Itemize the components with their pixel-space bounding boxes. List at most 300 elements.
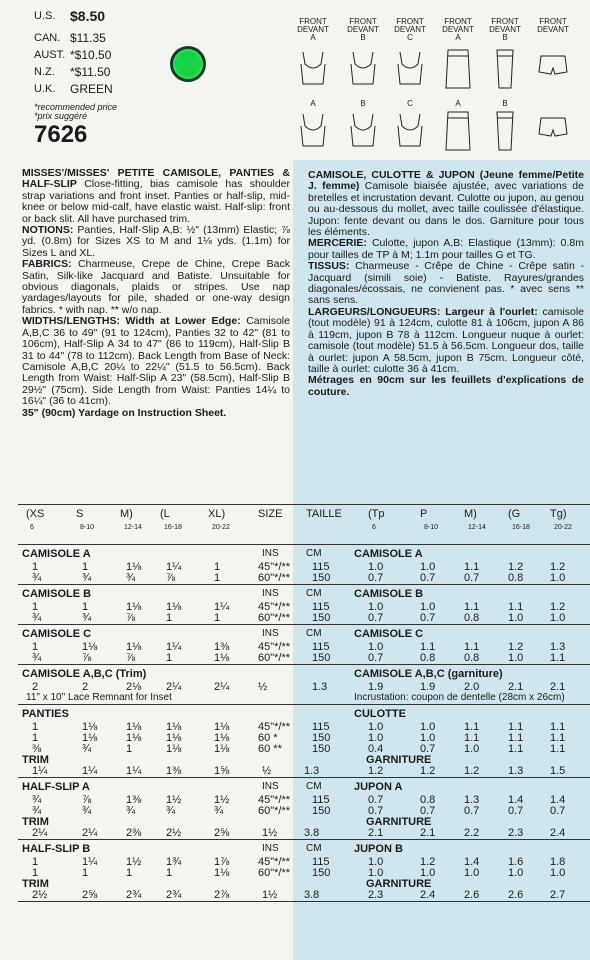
right-value: 0.7 [420,572,436,584]
left-value: ¾ [32,805,42,817]
left-value: 1⅛ [166,721,182,733]
trim-left-value: 2¾ [166,889,182,901]
trim-left-value: 1⅝ [214,765,230,777]
left-value: 2¼ [166,681,182,693]
right-value: 1.0 [508,652,524,664]
left-value: 1⅛ [82,641,98,653]
left-value: 1 [82,867,89,879]
right-value: 1.0 [508,612,524,624]
trim-right-value: 2.3 [368,889,384,901]
right-value: 1.1 [550,743,566,755]
left-value: 1 [166,652,173,664]
left-value: 1½ [126,856,142,868]
trim-ins: 1½ [262,827,278,839]
right-value: 2.1 [508,681,524,693]
right-value: 1.9 [420,681,436,693]
trim-right-value: 2.1 [420,827,436,839]
view-label-line: FRONT [396,17,424,26]
right-value: 1.1 [464,641,480,653]
right-value: 1.0 [464,743,480,755]
trim-right-value: 1.2 [420,765,436,777]
trim-cm: 3.8 [304,827,320,839]
paragraph-body: Panties, Half-Slip A,B: ½" (13mm) Elastic; ⅞ yd. (0.8m) for Sizes XS to M and 1⅛ yds. (1.1m) for Sizes L and XL. [22,224,290,259]
taille-label: TAILLE [306,508,342,520]
left-value: 1⅜ [214,641,230,653]
left-value: ¾ [166,805,176,817]
section-title-fr: CAMISOLE B [354,588,424,600]
price-label: AUST. [34,49,66,61]
right-value: 1.8 [550,856,566,868]
right-value: 0.7 [464,805,480,817]
cm-value: 115 [312,601,330,613]
left-value: 1⅛ [214,721,230,733]
taille-subheader: 6 [372,524,376,531]
section-rule [18,901,590,902]
left-value: 1⅛ [82,732,98,744]
paragraph-body: Camisole A,B,C 36 to 49" (91 to 124cm), Panties 32 to 42" (81 to 106cm), Half-Slip A 34 to 47" (86 to 119cm), Half-Slip B 31 to 44" (78 to 112cm). Back Length from Base of Neck: Camisole A,B,C 20¼ to 22¼" (51.5 to 56.5cm). Back Length from Waist: Half-Slip A 23" (58.5cm), Half-Slip B 29½" (75cm). Side Length from Waist: Panties 14¼ to 16¼" (36 to 41cm). [22,315,290,408]
right-value: 0.7 [420,805,436,817]
view-back-label: B [360,99,366,108]
view-label-line: A [310,33,316,42]
paragraph [22,316,290,407]
section-title-fr: CAMISOLE A,B,C (garniture) [354,668,503,680]
ins-value: 60"*/** [258,805,291,817]
garment-front-sketch [293,48,333,90]
view-label-line: DEVANT [442,25,474,34]
right-value: 0.7 [420,743,436,755]
cm-value: 150 [312,732,331,744]
paragraph [22,259,290,316]
taille-subheader: 16-18 [512,524,530,531]
english-description [22,168,290,419]
trim-left-value: 2¼ [82,827,98,839]
left-value: 1⅛ [214,652,230,664]
price-row [34,30,113,46]
view-label [482,18,528,42]
section-rule [18,704,590,705]
garment-back-sketch [438,110,478,152]
cm-value: 150 [312,743,331,755]
trim-label-en: TRIM [22,816,49,828]
left-value: 1 [32,561,39,573]
cm-label: CM [306,548,322,559]
paragraph-heading: CAMISOLE, CULOTTE & JUPON (Jeune femme/Petite J. femme) [308,169,584,193]
garment-front-sketch [343,48,383,90]
view-label-line: DEVANT [394,25,426,34]
size-subheader: 6 [30,524,34,531]
right-value: 1.9 [368,681,384,693]
left-value: 1⅜ [126,794,142,806]
right-value: 1.0 [508,867,524,879]
section-title-en: PANTIES [22,708,69,720]
paragraph [308,375,584,398]
left-value: ¾ [82,743,92,755]
right-value: 1.1 [550,721,566,733]
cm-label: CM [306,843,322,854]
view-back-label: C [407,99,413,108]
paragraph-body: Charmeuse - Crêpe de Chine - Crêpe satin - Jacquard (simili soie) - Batiste. Rayures/grandes diagonales/écossais, ne convienent pas. * avec sens ** sans sens. [308,260,584,307]
view-label-line: DEVANT [297,25,329,34]
view-label [340,18,386,42]
left-value: 1⅛ [214,732,230,744]
section-title-fr: JUPON B [354,843,403,855]
cm-value: 150 [312,572,331,584]
right-value: 1.0 [420,721,436,733]
ins-value: 45"*/** [258,641,291,653]
view-label-line: FRONT [491,17,519,26]
trim-left-value: 2⅞ [214,889,230,901]
left-value: ¾ [126,805,136,817]
left-value: 1¼ [214,601,230,613]
left-value: ¾ [32,652,42,664]
section-title-fr: JUPON A [354,781,403,793]
left-value: ⅞ [82,794,92,806]
garment-front-sketch [438,48,478,90]
view-label-line: FRONT [299,17,327,26]
taille-header: (G [508,508,521,520]
cm-value: 1.3 [312,681,328,693]
cm-value: 150 [312,805,331,817]
right-value: 1.2 [550,561,566,573]
view-label [435,18,481,42]
price-label: U.S. [34,10,56,22]
paragraph-body: Culotte, jupon A,B: Elastique (13mm): 0.8m pour tailles de TP à M; 1.1m pour tailles G et TG. [308,237,584,261]
right-value: 1.0 [420,601,436,613]
left-value: 2 [32,681,39,693]
paragraph-body: camisole (tout modèle) 91 à 124cm, culotte 81 à 106cm, jupon A 86 à 119cm, jupon B 78 à 112cm. Longueur nuque à ourlet: camisole (tout modèle) 51.5 à 56.5cm. Longueur dos, taille à ourlet: jupon A 58.5cm, jupon B 75cm. Longueur côté, taille à ourlet: culotte 36 à 41cm. [308,305,584,375]
price-row [34,81,113,97]
view-label-line: FRONT [349,17,377,26]
paragraph [308,238,584,261]
view-label [530,18,576,34]
trim-left-value: 2¾ [126,889,142,901]
right-value: 0.8 [508,572,524,584]
lace-note-fr: Incrustation: coupon de dentelle (28cm x 26cm) [354,692,565,703]
section-rule [18,584,590,585]
table-rule [18,504,590,505]
left-value: ¾ [214,805,224,817]
trim-label-fr: GARNITURE [366,878,432,890]
left-value: 1 [126,867,133,879]
left-value: 1 [82,561,89,573]
trim-label-en: TRIM [22,754,49,766]
left-value: ⅞ [166,572,176,584]
taille-header: P [420,508,428,520]
trim-left-value: 1¼ [126,765,142,777]
paragraph [22,408,290,419]
view-label-line: B [502,33,508,42]
right-value: 1.4 [550,794,566,806]
left-value: 2 [82,681,89,693]
trim-ins: 1½ [262,889,278,901]
left-value: 1⅞ [214,856,230,868]
right-value: 1.1 [464,601,480,613]
taille-subheader: 12-14 [468,524,486,531]
right-value: 1.1 [420,641,436,653]
price-value: $8.50 [70,8,106,24]
ins-value: 60"*/** [258,652,291,664]
paragraph-heading: WIDTHS/LENGTHS: Width at Lower Edge: [22,315,241,328]
taille-header: M) [464,508,477,520]
size-header: (XS [26,508,45,520]
garment-back-sketch [390,110,430,152]
left-value: 1¼ [166,561,182,573]
left-value: ¾ [82,572,92,584]
view-label [387,18,433,42]
trim-left-value: 2⅝ [82,889,98,901]
left-value: 1⅛ [126,721,142,733]
ins-label: INS [262,548,279,559]
right-value: 1.0 [420,561,436,573]
trim-left-value: 1¼ [32,765,48,777]
price-row [34,8,113,24]
right-value: 1.0 [368,867,384,879]
left-value: 1 [214,572,221,584]
cm-value: 115 [312,856,330,868]
right-value: 0.8 [420,794,436,806]
trim-right-value: 1.3 [508,765,524,777]
trim-ins: ½ [262,765,272,777]
cm-label: CM [306,588,322,599]
ins-value: 60 * [258,732,278,744]
cm-label: CM [306,781,322,792]
trim-right-value: 2.1 [368,827,384,839]
right-value: 1.0 [368,856,384,868]
trim-label-fr: GARNITURE [366,816,432,828]
price-row [34,47,113,63]
section-rule [18,664,590,665]
size-subheader: 8-10 [80,524,95,531]
left-value: 1 [166,867,173,879]
trim-left-value: 2½ [166,827,182,839]
left-value: 1¾ [166,856,182,868]
right-value: 1.6 [508,856,524,868]
right-value: 1.2 [420,856,436,868]
ins-value: 45"*/** [258,856,291,868]
left-value: 1 [126,743,133,755]
view-label-line: FRONT [539,17,567,26]
left-value: 1 [166,612,173,624]
right-value: 1.2 [508,641,524,653]
green-dot-icon [170,46,206,82]
left-value: 1⅛ [126,561,142,573]
section-title-en: CAMISOLE C [22,628,92,640]
section-title-fr: CULOTTE [354,708,406,720]
left-value: 1⅛ [166,743,182,755]
garment-back-sketch [343,110,383,152]
paragraph-heading: Métrages en 90cm sur les feuillets d'explications de couture. [308,374,584,398]
view-label-line: C [407,33,413,42]
cm-value: 115 [312,721,330,733]
cm-value: 150 [312,652,331,664]
price-label: N.Z. [34,66,55,78]
trim-left-value: 1⅜ [166,765,182,777]
garment-views [290,10,590,160]
right-value: 1.1 [550,652,566,664]
right-value: 1.0 [420,732,436,744]
ins-value: 45"*/** [258,794,291,806]
left-value: 2¼ [214,681,230,693]
size-subheader: 16-18 [164,524,182,531]
left-value: 1 [32,641,39,653]
right-value: 1.0 [464,867,480,879]
paragraph-heading: MISSES'/MISSES' PETITE CAMISOLE, PANTIES & HALF-SLIP [22,167,290,191]
right-value: 1.0 [368,641,384,653]
right-value: 1.1 [508,601,524,613]
section-title-en: HALF-SLIP A [22,781,90,793]
paragraph [308,170,584,238]
right-value: 0.7 [464,572,480,584]
section-title-en: CAMISOLE A [22,548,91,560]
trim-left-value: 2½ [32,889,48,901]
left-value: ¾ [32,572,42,584]
view-back-label: B [502,99,508,108]
left-value: 1⅛ [126,641,142,653]
view-label-line: FRONT [444,17,472,26]
left-value: ⅞ [82,652,92,664]
view-label-line: DEVANT [537,25,569,34]
cm-value: 115 [312,561,330,573]
view-label-line: DEVANT [489,25,521,34]
ins-value: ½ [258,681,268,693]
trim-right-value: 1.2 [368,765,384,777]
paragraph-heading: NOTIONS: [22,224,74,237]
right-value: 1.0 [368,561,384,573]
left-value: 1 [214,561,221,573]
trim-cm: 1.3 [304,765,320,777]
cm-value: 115 [312,794,330,806]
section-title-en: CAMISOLE A,B,C (Trim) [22,668,147,680]
left-value: ⅞ [126,652,136,664]
section-rule [18,777,590,778]
trim-right-value: 2.6 [508,889,524,901]
right-value: 0.7 [368,612,384,624]
taille-subheader: 8-10 [424,524,439,531]
size-header: (L [160,508,170,520]
paragraph [308,307,584,375]
view-label [290,18,336,42]
right-value: 2.0 [464,681,480,693]
pattern-number: 7626 [34,121,88,148]
taille-subheader: 20-22 [554,524,572,531]
paragraph [22,225,290,259]
left-value: 1⅛ [126,601,142,613]
french-description [308,170,584,398]
left-value: 1⅛ [166,601,182,613]
left-value: 2⅛ [126,681,142,693]
right-value: 1.0 [420,867,436,879]
right-value: 1.0 [550,612,566,624]
trim-cm: 3.8 [304,889,320,901]
paragraph-heading: FABRICS: [22,258,72,271]
price-value: *$10.50 [70,48,112,62]
right-value: 2.1 [550,681,566,693]
left-value: 1⅛ [82,721,98,733]
trim-right-value: 2.2 [464,827,480,839]
price-note: *recommended price *prix suggéré [34,102,118,121]
size-subheader: 20-22 [212,524,230,531]
taille-header: (Tp [368,508,385,520]
right-value: 1.1 [464,561,480,573]
left-value: 1 [214,612,221,624]
right-value: 0.8 [464,652,480,664]
left-value: 1⅛ [214,743,230,755]
price-label: CAN. [34,32,61,44]
price-list [34,8,113,98]
left-value: 1 [32,601,39,613]
paragraph-body: Close-fitting, bias camisole has shoulder strap variations and front inset. Panties or half-slip, mid-knee or below mid-calf, have elastic waist. Half-slip: front or back slit. All have purchased trim. [22,178,290,225]
trim-right-value: 1.5 [550,765,566,777]
left-value: 1 [32,721,39,733]
cm-value: 115 [312,641,330,653]
trim-right-value: 2.6 [464,889,480,901]
section-title-en: HALF-SLIP B [22,843,91,855]
paragraph-heading: 35" (90cm) Yardage on Instruction Sheet. [22,406,227,419]
right-value: 1.1 [550,732,566,744]
paragraph-body: Charmeuse, Crepe de Chine, Crepe Back Satin, Silk-like Jacquard and Batiste. Unsuitable for obvious diagonals, plaids or stripes. Use nap yardages/layouts for pile, shaded or one-way design fabrics. * with nap. ** w/o nap. [22,258,290,316]
paragraph-heading: TISSUS: [308,260,350,273]
ins-value: 60"*/** [258,867,291,879]
ins-value: 60 ** [258,743,282,755]
garment-back-sketch [533,110,573,152]
size-subheader: 12-14 [124,524,142,531]
price-row [34,64,113,80]
ins-label: INS [262,843,279,854]
right-value: 1.1 [464,721,480,733]
left-value: 1 [32,856,39,868]
right-value: 1.4 [464,856,480,868]
paragraph-heading: LARGEURS/LONGUEURS: Largeur à l'ourlet: [308,305,538,318]
left-value: 1⅛ [126,732,142,744]
right-value: 1.1 [508,721,524,733]
left-value: 1⅛ [166,732,182,744]
right-value: 0.8 [420,652,436,664]
ins-value: 60"*/** [258,612,291,624]
left-value: 1½ [166,794,182,806]
ins-label: INS [262,628,279,639]
view-back-label: A [455,99,461,108]
right-value: 1.3 [550,641,566,653]
ins-value: 45"*/** [258,561,291,573]
left-value: 1⅛ [214,867,230,879]
left-value: ¾ [82,805,92,817]
trim-left-value: 1¼ [82,765,98,777]
trim-right-value: 1.2 [464,765,480,777]
taille-header: Tg) [550,508,567,520]
right-value: 1.1 [508,743,524,755]
right-value: 1.0 [368,732,384,744]
right-value: 0.7 [508,805,524,817]
section-title-en: CAMISOLE B [22,588,92,600]
size-label: SIZE [258,508,283,520]
right-value: 0.7 [368,805,384,817]
left-value: ⅜ [32,743,42,755]
trim-right-value: 2.7 [550,889,566,901]
right-value: 0.7 [550,805,566,817]
left-value: 1½ [214,794,230,806]
garment-front-sketch [390,48,430,90]
left-value: ⅞ [126,612,136,624]
ins-value: 45"*/** [258,721,291,733]
size-header: XL) [208,508,226,520]
left-value: 1 [82,601,89,613]
right-value: 1.1 [508,732,524,744]
paragraph [308,261,584,307]
garment-front-sketch [533,48,573,90]
price-label: U.K. [34,83,56,95]
right-value: 0.7 [368,572,384,584]
section-rule [18,839,590,840]
